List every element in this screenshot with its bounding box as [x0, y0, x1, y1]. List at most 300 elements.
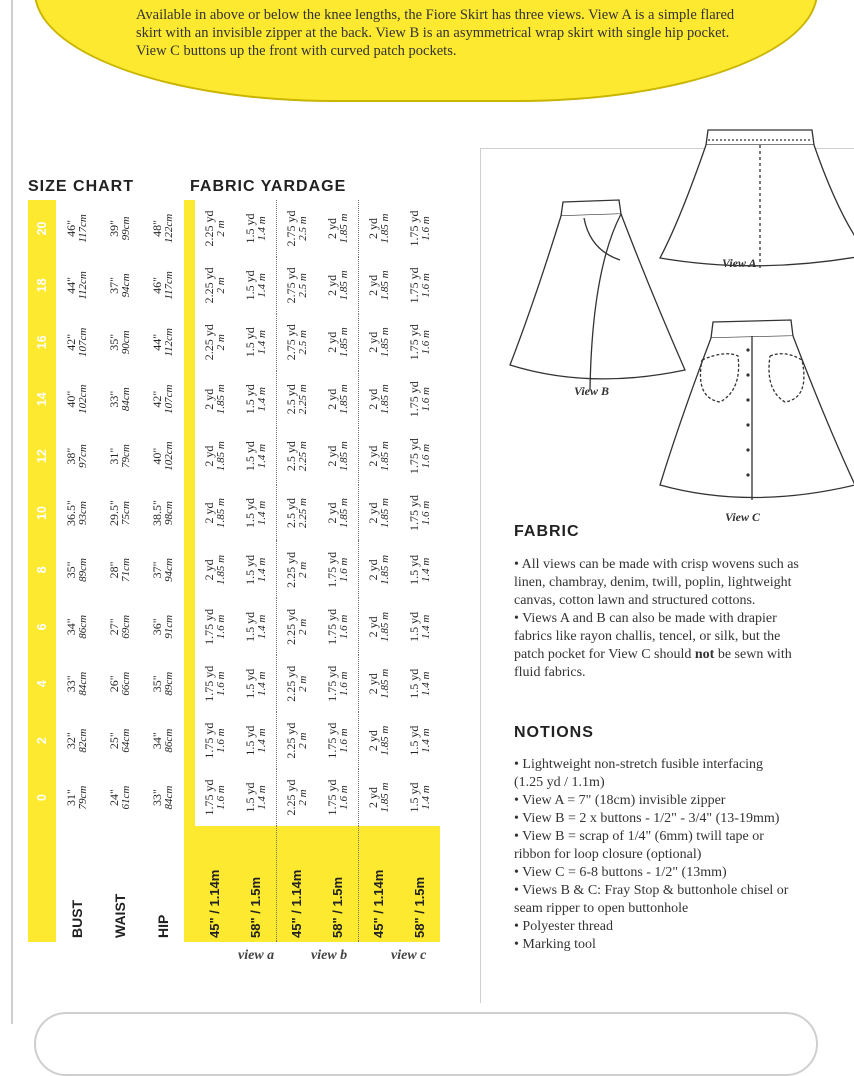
cell-primary: 2 yd [366, 730, 381, 752]
cell-primary: 1.5 yd [406, 611, 421, 642]
cell-secondary: 1.85 m [379, 498, 392, 528]
cell-secondary: 2 m [297, 618, 310, 635]
cell-primary: 2.25 yd [202, 324, 217, 361]
chart-cell [318, 485, 359, 542]
band-cell [184, 200, 195, 257]
cell-secondary: 1.4 m [419, 785, 432, 810]
size-header-corner [28, 826, 56, 942]
cell-secondary: 1.4 m [255, 728, 268, 753]
chart-cell [56, 598, 99, 655]
cell-secondary: 1.85 m [379, 213, 392, 244]
chart-cell [277, 655, 318, 712]
cell-secondary: 107cm [77, 327, 90, 357]
bullet-glyph: • [514, 829, 523, 844]
cell-secondary: 112cm [162, 328, 175, 357]
chart-row [318, 200, 359, 942]
cell-secondary: 1.4 m [255, 386, 268, 412]
row-label: 45" / 1.14m [277, 826, 318, 942]
cell-secondary: 1.85 m [379, 270, 392, 301]
view-label-a: view a [238, 948, 275, 963]
cell-secondary: 112cm [77, 271, 90, 300]
chart-cell [318, 200, 359, 257]
cell-primary: 2 yd [202, 502, 217, 524]
cell-secondary: 1.6 m [337, 785, 350, 810]
cell-secondary: 99cm [120, 216, 133, 241]
cell-secondary: 1.6 m [215, 728, 228, 753]
chart-cell [277, 541, 318, 598]
skirt-illustrations [480, 100, 854, 530]
chart-cell [141, 314, 184, 371]
cell-primary: 2.75 yd [284, 267, 299, 304]
cell-primary: 2.25 yd [284, 779, 299, 816]
chart-cell [277, 371, 318, 428]
chart-cell [400, 314, 440, 371]
notions-item: • View B = 2 x buttons - 1/2" - 3/4" (13-19mm) [514, 811, 780, 826]
cell-primary: 44" [149, 333, 164, 351]
cell-secondary: 1.4 m [255, 671, 268, 696]
fabric-list [514, 556, 804, 682]
size-header-cell: 4 [28, 655, 56, 712]
chart-cell [236, 541, 277, 598]
cell-primary: 37" [149, 561, 164, 579]
chart-cell [318, 428, 359, 485]
cell-secondary: 1.4 m [255, 273, 268, 298]
cell-primary: 2.25 yd [202, 210, 217, 247]
cell-primary: 2 yd [366, 388, 381, 410]
cell-primary: 33" [64, 675, 79, 693]
chart-row [359, 200, 400, 942]
cell-secondary: 1.6 m [337, 614, 350, 640]
chart-cell [359, 598, 400, 655]
cell-primary: 2 yd [202, 559, 217, 581]
cell-primary: 33" [149, 789, 164, 806]
chart-cell [236, 485, 277, 542]
cell-primary: 42" [149, 390, 164, 408]
row-label: 58" / 1.5m [400, 826, 440, 942]
cell-primary: 2 yd [324, 217, 339, 239]
cell-secondary: 2 m [215, 220, 228, 237]
cell-secondary: 1.85 m [379, 441, 392, 472]
chart-cell [195, 200, 235, 257]
skirt-view-c-drawing [660, 320, 854, 500]
cell-primary: 1.75 yd [324, 722, 339, 759]
cell-secondary: 1.4 m [255, 330, 268, 355]
cell-secondary: 1.85 m [379, 384, 392, 415]
cell-secondary: 2.25 m [297, 498, 310, 528]
bullet-glyph: • [514, 919, 523, 934]
cell-primary: 2.75 yd [284, 324, 299, 361]
chart-cell [99, 712, 142, 769]
cell-secondary: 1.6 m [419, 386, 432, 412]
cell-secondary: 1.85 m [337, 384, 350, 415]
cell-primary: 2 yd [324, 502, 339, 524]
chart-cell [56, 769, 99, 826]
chart-cell [99, 769, 142, 826]
chart-cell [99, 485, 142, 542]
cell-primary: 2.5 yd [284, 498, 299, 529]
left-margin-rule [11, 0, 13, 1024]
cell-secondary: 2 m [297, 789, 310, 806]
cell-primary: 2.25 yd [284, 722, 299, 759]
row-label: 45" / 1.14m [195, 826, 235, 942]
cell-primary: 2.5 yd [284, 384, 299, 415]
cell-primary: 2 yd [202, 388, 217, 410]
cell-primary: 1.75 yd [202, 779, 217, 816]
fabric-item: • All views can be made with crisp wovens such as linen, chambray, denim, twill, poplin, lightweight canvas, cotton lawn and structured cottons. [514, 557, 799, 608]
cell-secondary: 75cm [120, 501, 133, 525]
cell-primary: 1.75 yd [406, 381, 421, 418]
cell-primary: 29.5" [107, 500, 122, 526]
cell-secondary: 117cm [162, 271, 175, 300]
chart-cell [359, 541, 400, 598]
chart-cell [277, 769, 318, 826]
cell-secondary: 102cm [162, 441, 175, 471]
cell-primary: 46" [149, 276, 164, 294]
chart-cell [56, 200, 99, 257]
cell-primary: 1.75 yd [202, 722, 217, 759]
cell-secondary: 1.6 m [337, 671, 350, 696]
chart-cell [99, 655, 142, 712]
chart-cell [400, 598, 440, 655]
cell-primary: 35" [64, 561, 79, 579]
chart-cell [56, 655, 99, 712]
cell-secondary: 1.85 m [215, 498, 228, 528]
chart-cell [236, 428, 277, 485]
cell-primary: 44" [64, 276, 79, 294]
cell-secondary: 97cm [77, 444, 90, 469]
cell-primary: 2 yd [366, 331, 381, 353]
notions-item: • Marking tool [514, 937, 596, 952]
cell-primary: 2 yd [366, 502, 381, 524]
notions-item: • Polyester thread [514, 919, 613, 934]
cell-secondary: 1.85 m [379, 782, 392, 813]
chart-cell [277, 257, 318, 314]
chart-cell [359, 257, 400, 314]
cell-secondary: 2.5 m [297, 216, 310, 241]
notions-item: • View B = scrap of 1/4" (6mm) twill tape or ribbon for loop closure (optional) [514, 829, 764, 862]
cell-secondary: 1.85 m [337, 441, 350, 472]
cell-secondary: 1.6 m [337, 728, 350, 753]
cell-secondary: 2.5 m [297, 273, 310, 298]
cell-secondary: 1.4 m [255, 216, 268, 241]
bullet-glyph: • [514, 611, 523, 626]
cell-secondary: 2.5 m [297, 330, 310, 355]
cell-primary: 1.5 yd [406, 554, 421, 585]
cell-primary: 1.5 yd [242, 725, 257, 756]
cell-primary: 1.5 yd [242, 441, 257, 472]
cell-secondary: 1.6 m [215, 785, 228, 810]
cell-secondary: 1.6 m [419, 330, 432, 355]
cell-secondary: 1.6 m [419, 273, 432, 298]
chart-cell [141, 598, 184, 655]
chart-cell [99, 541, 142, 598]
chart-cell [56, 428, 99, 485]
chart-cell [99, 200, 142, 257]
cell-secondary: 1.4 m [255, 557, 268, 583]
cell-secondary: 1.85 m [379, 725, 392, 756]
band-cell [184, 598, 195, 655]
chart-cell [359, 200, 400, 257]
chart-cell [195, 257, 235, 314]
chart-cell [141, 371, 184, 428]
bottom-banner [34, 1012, 818, 1076]
chart-row [195, 200, 235, 942]
chart-cell [318, 541, 359, 598]
cell-primary: 1.5 yd [242, 611, 257, 642]
chart-cell [195, 485, 235, 542]
cell-primary: 36" [149, 618, 164, 636]
cell-primary: 1.75 yd [324, 665, 339, 702]
cell-primary: 2.5 yd [284, 441, 299, 472]
row-label: HIP [154, 914, 171, 938]
chart-cell [195, 655, 235, 712]
size-header-cell: 14 [28, 371, 56, 428]
cell-secondary: 89cm [77, 558, 90, 582]
cell-secondary: 69cm [120, 614, 133, 639]
cell-primary: 1.5 yd [242, 384, 257, 415]
bullet-glyph: • [514, 937, 523, 952]
skirt-view-b-drawing [510, 200, 685, 390]
cell-primary: 2 yd [324, 331, 339, 353]
chart-cell [141, 655, 184, 712]
cell-primary: 35" [149, 675, 164, 693]
cell-primary: 1.5 yd [242, 270, 257, 301]
cell-primary: 1.75 yd [324, 779, 339, 816]
chart-cell [141, 428, 184, 485]
chart-row [99, 200, 142, 942]
chart-cell [318, 371, 359, 428]
cell-primary: 31" [64, 789, 79, 806]
cell-secondary: 91cm [162, 614, 175, 639]
chart-cell [56, 371, 99, 428]
chart-cell [195, 428, 235, 485]
caption-view-b: View B [574, 384, 610, 398]
cell-primary: 2 yd [366, 616, 381, 638]
chart-cell [236, 598, 277, 655]
notions-item: • Lightweight non-stretch fusible interfacing (1.25 yd / 1.1m) [514, 757, 764, 790]
cell-secondary: 66cm [120, 671, 133, 696]
chart-cell [99, 314, 142, 371]
cell-primary: 1.75 yd [202, 608, 217, 645]
view-label-c: view c [391, 948, 427, 963]
cell-primary: 2 yd [366, 673, 381, 695]
chart-cell [99, 598, 142, 655]
chart-cell [236, 314, 277, 371]
chart-cell [56, 314, 99, 371]
cell-primary: 1.75 yd [406, 210, 421, 247]
chart-cell [141, 712, 184, 769]
band-cell [184, 257, 195, 314]
cell-secondary: 1.4 m [419, 728, 432, 753]
chart-cell [400, 485, 440, 542]
chart-cell [318, 655, 359, 712]
cell-secondary: 1.4 m [255, 443, 268, 469]
cell-primary: 2 yd [324, 445, 339, 467]
cell-secondary: 82cm [77, 728, 90, 753]
chart-cell [141, 541, 184, 598]
chart-cell [318, 769, 359, 826]
row-label: 58" / 1.5m [318, 826, 359, 942]
chart-cell [277, 598, 318, 655]
chart-cell [141, 769, 184, 826]
chart-row [56, 200, 99, 942]
size-chart-table-wrap [28, 200, 440, 942]
cell-primary: 1.75 yd [406, 324, 421, 361]
cell-secondary: 1.6 m [215, 614, 228, 640]
chart-cell [400, 541, 440, 598]
cell-primary: 2 yd [366, 559, 381, 581]
chart-cell [359, 314, 400, 371]
cell-secondary: 1.85 m [379, 611, 392, 642]
cell-primary: 35" [107, 333, 122, 351]
chart-cell [195, 541, 235, 598]
cell-primary: 42" [64, 333, 79, 351]
caption-view-a: View A [722, 256, 757, 270]
size-header-cell: 0 [28, 769, 56, 826]
chart-cell [400, 200, 440, 257]
size-chart-title: SIZE CHART [28, 178, 134, 195]
chart-cell [236, 371, 277, 428]
cell-primary: 2 yd [202, 445, 217, 467]
cell-secondary: 1.85 m [337, 213, 350, 244]
chart-cell [56, 541, 99, 598]
chart-cell [236, 712, 277, 769]
size-header-cell: 2 [28, 712, 56, 769]
chart-cell [359, 485, 400, 542]
size-header-cell: 8 [28, 541, 56, 598]
cell-primary: 40" [64, 390, 79, 408]
cell-secondary: 2 m [297, 561, 310, 579]
cell-primary: 48" [149, 220, 164, 237]
cell-primary: 1.75 yd [324, 608, 339, 645]
cell-secondary: 98cm [162, 501, 175, 525]
cell-primary: 25" [107, 732, 122, 750]
cell-primary: 2.25 yd [284, 665, 299, 702]
cell-primary: 2.25 yd [284, 551, 299, 588]
size-header-cell: 18 [28, 257, 56, 314]
cell-secondary: 79cm [120, 444, 133, 469]
cell-secondary: 1.85 m [337, 498, 350, 528]
cell-secondary: 2 m [215, 277, 228, 294]
cell-primary: 26" [107, 675, 122, 693]
cell-secondary: 1.4 m [419, 614, 432, 640]
cell-primary: 1.75 yd [202, 665, 217, 702]
band-cell [184, 485, 195, 542]
chart-cell [195, 314, 235, 371]
chart-cell [141, 257, 184, 314]
cell-secondary: 1.4 m [419, 557, 432, 583]
cell-secondary: 1.6 m [419, 443, 432, 469]
size-header-cell: 6 [28, 598, 56, 655]
notions-item: • View A = 7" (18cm) invisible zipper [514, 793, 726, 808]
cell-primary: 28" [107, 561, 122, 579]
band-cell [184, 541, 195, 598]
cell-primary: 1.5 yd [242, 213, 257, 244]
yellow-band-row [184, 200, 195, 942]
bullet-glyph: • [514, 557, 522, 572]
bullet-glyph: • [514, 757, 523, 772]
cell-secondary: 1.6 m [337, 557, 350, 583]
row-label: 58" / 1.5m [236, 826, 277, 942]
cell-secondary: 107cm [162, 384, 175, 414]
band-cell [184, 826, 195, 942]
cell-primary: 1.5 yd [242, 668, 257, 699]
chart-cell [400, 428, 440, 485]
chart-cell [277, 428, 318, 485]
chart-cell [277, 200, 318, 257]
chart-row [236, 200, 277, 942]
cell-primary: 32" [64, 732, 79, 750]
notions-heading: NOTIONS [514, 724, 594, 741]
cell-primary: 31" [107, 447, 122, 465]
fabric-item: • Views A and B can also be made with drapier fabrics like rayon challis, tencel, or silk, but the patch pocket for View C should not be sewn with fluid fabrics. [514, 611, 792, 680]
chart-cell [359, 712, 400, 769]
chart-cell [236, 200, 277, 257]
chart-cell [277, 485, 318, 542]
band-cell [184, 428, 195, 485]
chart-cell [141, 200, 184, 257]
chart-row [400, 200, 440, 942]
cell-primary: 37" [107, 276, 122, 294]
cell-secondary: 89cm [162, 671, 175, 696]
chart-cell [56, 712, 99, 769]
row-label: BUST [69, 899, 86, 938]
cell-primary: 1.5 yd [242, 498, 257, 529]
cell-secondary: 1.85 m [379, 327, 392, 358]
cell-secondary: 1.4 m [255, 785, 268, 810]
chart-cell [99, 428, 142, 485]
fabric-heading: FABRIC [514, 523, 580, 540]
bullet-glyph: • [514, 883, 523, 898]
cell-secondary: 2 m [297, 675, 310, 692]
chart-cell [318, 257, 359, 314]
view-label-b: view b [311, 948, 348, 963]
cell-primary: 1.5 yd [242, 327, 257, 358]
chart-cell [400, 655, 440, 712]
chart-cell [277, 314, 318, 371]
cell-secondary: 1.6 m [419, 216, 432, 241]
cell-primary: 33" [107, 390, 122, 408]
cell-secondary: 1.85 m [215, 441, 228, 472]
size-header-cell: 20 [28, 200, 56, 257]
chart-cell [318, 598, 359, 655]
cell-primary: 34" [149, 732, 164, 750]
chart-cell [236, 257, 277, 314]
size-header-cell: 12 [28, 428, 56, 485]
cell-secondary: 94cm [120, 273, 133, 298]
chart-cell [400, 769, 440, 826]
cell-secondary: 86cm [77, 614, 90, 639]
bullet-glyph: • [514, 793, 523, 808]
chart-cell [99, 371, 142, 428]
cell-primary: 2.25 yd [202, 267, 217, 304]
cell-secondary: 1.85 m [379, 554, 392, 585]
cell-secondary: 1.6 m [419, 500, 432, 526]
band-cell [184, 769, 195, 826]
cell-primary: 40" [149, 447, 164, 465]
chart-cell [359, 371, 400, 428]
cell-primary: 2 yd [366, 787, 381, 809]
cell-primary: 38.5" [149, 500, 164, 526]
cell-secondary: 1.85 m [379, 668, 392, 699]
cell-secondary: 93cm [77, 501, 90, 525]
size-header-row [28, 200, 56, 942]
notions-item: • View C = 6-8 buttons - 1/2" (13mm) [514, 865, 727, 880]
chart-cell [56, 257, 99, 314]
cell-primary: 1.75 yd [406, 495, 421, 532]
chart-cell [277, 712, 318, 769]
size-header-cell: 10 [28, 485, 56, 542]
